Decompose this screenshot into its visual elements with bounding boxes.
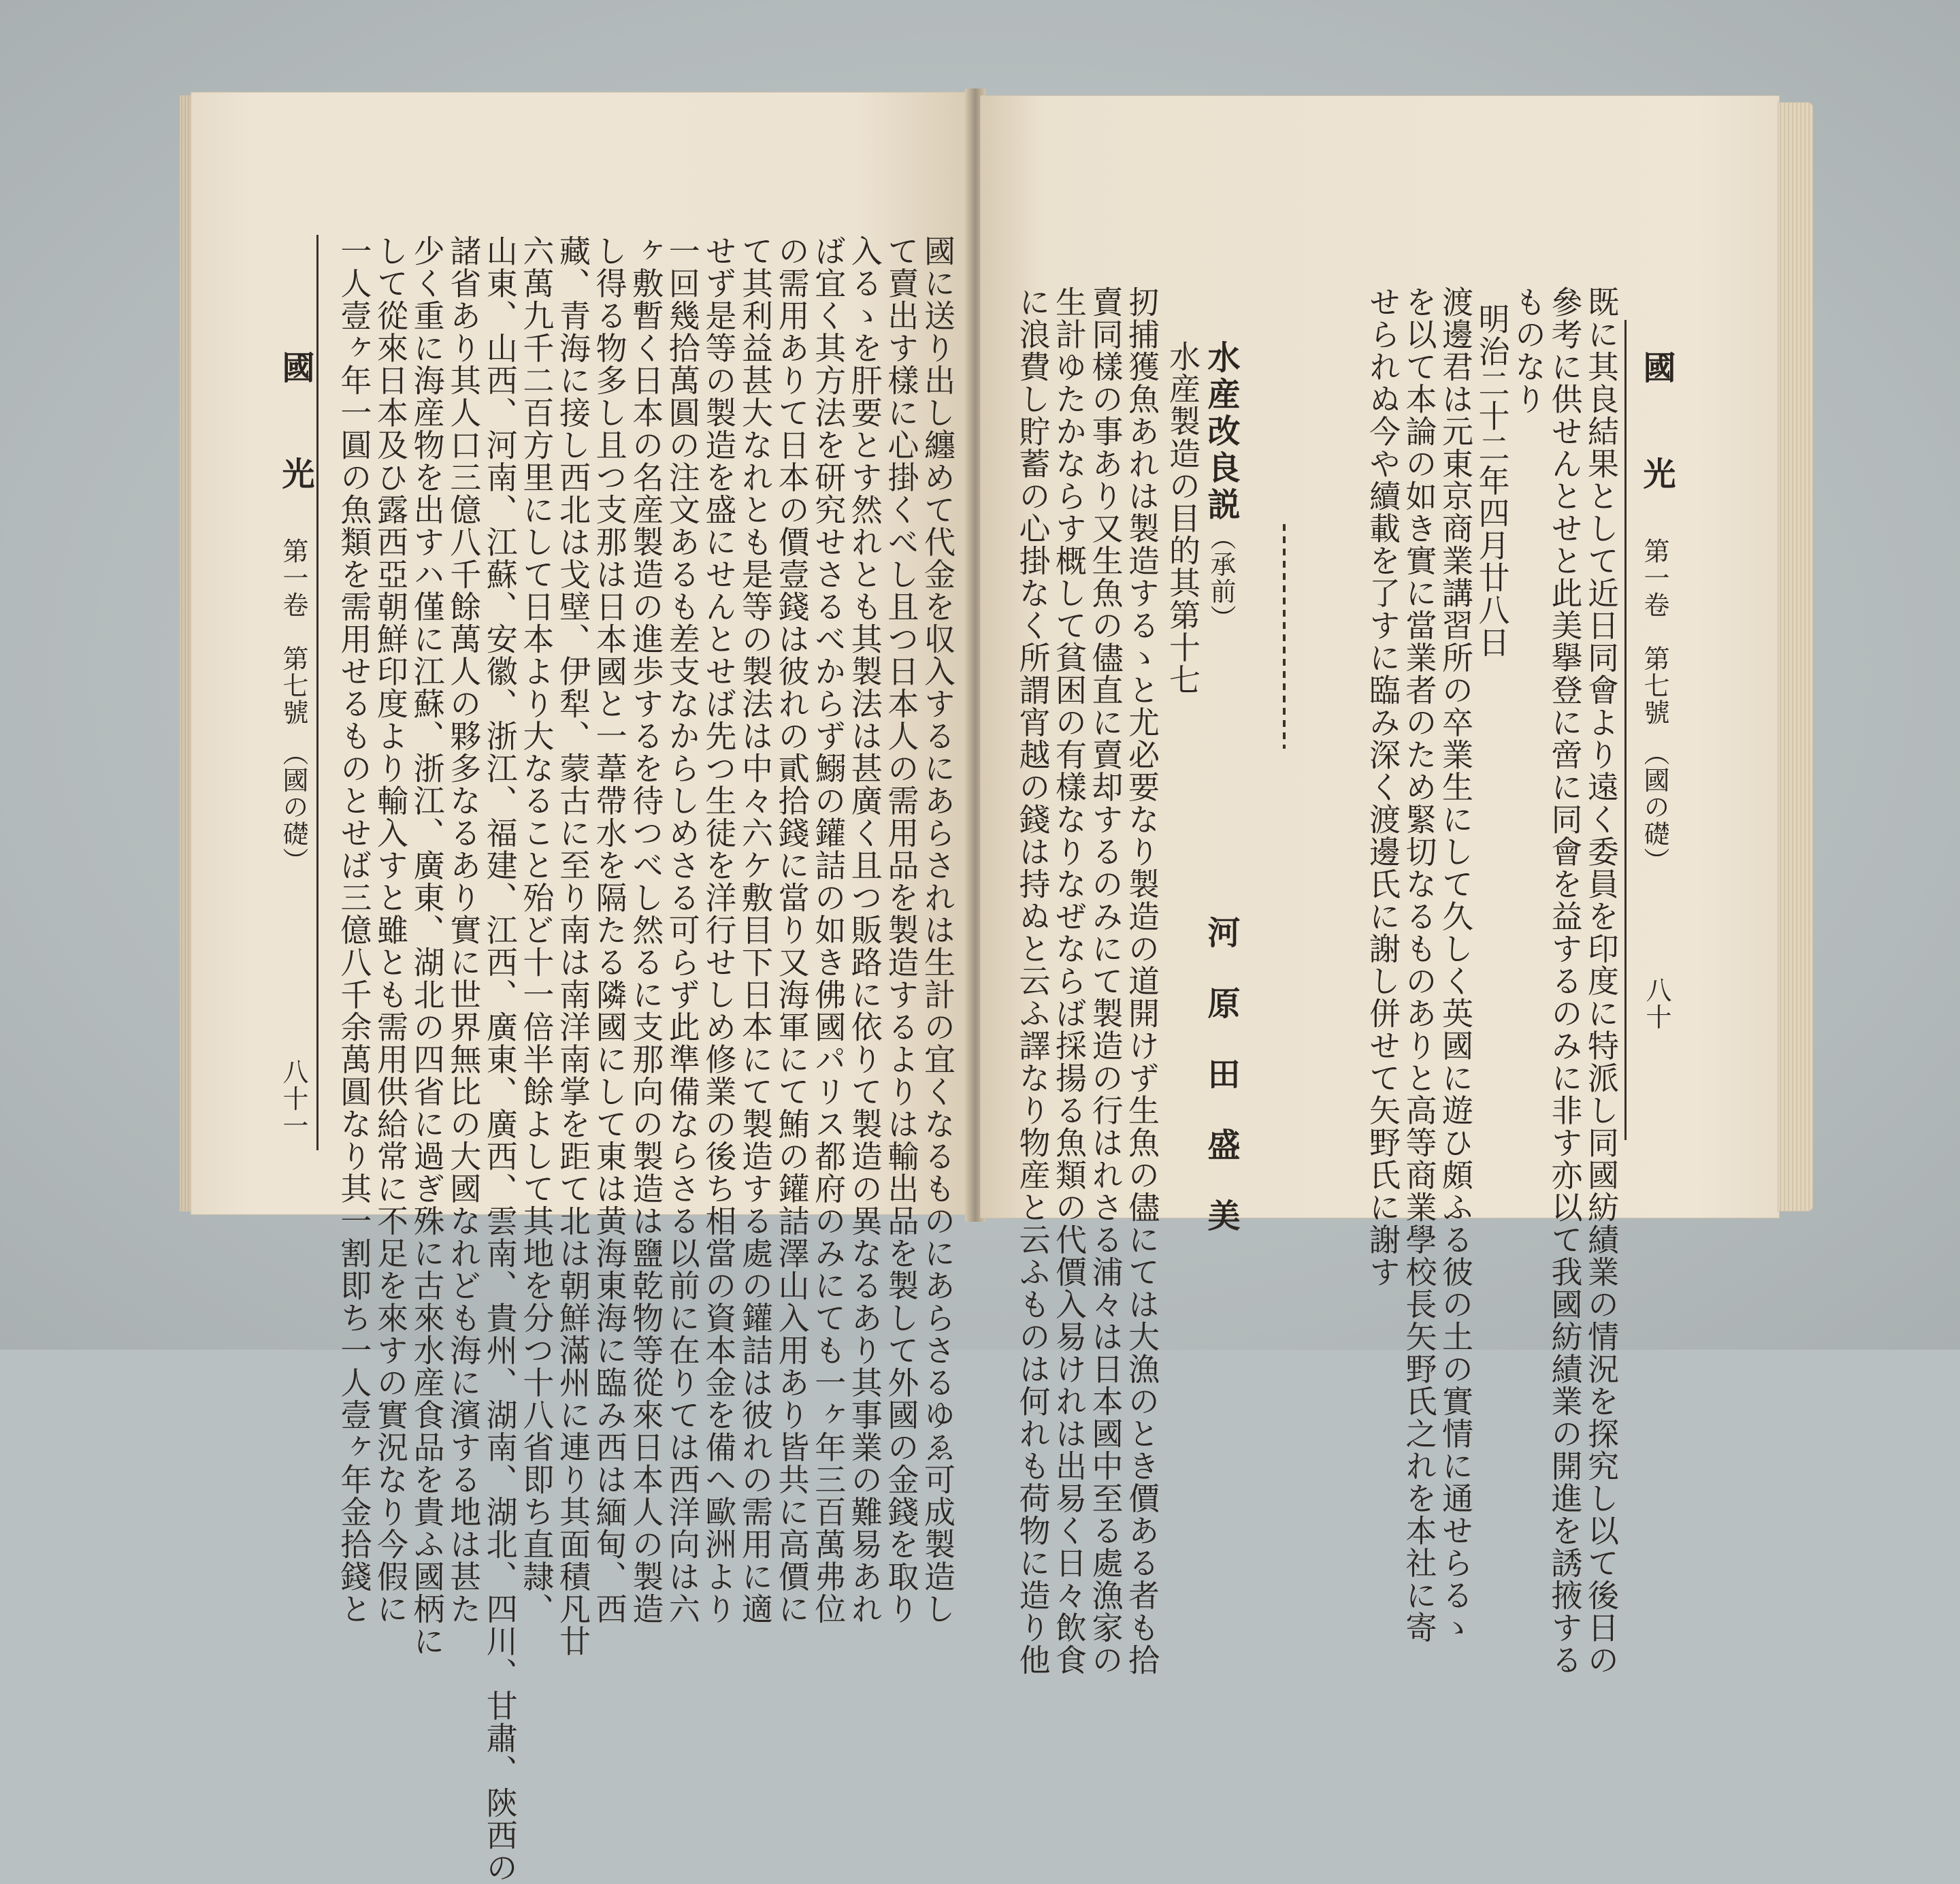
left-page-column-1: 國に送り出し纏めて代金を収入するにあらされは生計の宜くなるものにあらさるゆゑ可成製造し — [919, 235, 956, 1625]
right-page-article-column-1: 扨捕獲魚あれは製造するゝと尤必要なり製造の道開けず生魚の儘にては大漁のとき價ある者も拾 — [1124, 286, 1160, 1676]
left-page-volume-info: 第一卷 第七號 （國の礎） — [278, 538, 308, 875]
left-page-column-12: 六萬九千二百方里にして日本より大なること殆ど十一倍半餘よして其地を分つ十八省即ち直隷、 — [518, 235, 555, 1625]
left-page-column-11: 藏、青海に接し西北は戈壁、伊犁、蒙古に至り南は南洋南掌を距て北は朝鮮滿州に連り其面積凡廿 — [555, 235, 591, 1657]
left-page-column-16: して從來日本及ひ露西亞朝鮮印度より輸入すと雖とも需用供給常に不足を來すの實況なり今假に — [372, 235, 409, 1625]
right-page-closing-column-3: ものなり — [1510, 286, 1547, 415]
left-page-number: 八十一 — [278, 1058, 308, 1139]
section-divider — [1283, 524, 1286, 749]
right-page-closing-column-4: 明治二十二年四月廿八日 — [1473, 303, 1511, 659]
right-page-number: 八十 — [1642, 977, 1671, 1030]
left-page-header: 國 光 — [276, 351, 314, 492]
right-page-closing-column-2: 參考に供せんとせと此美擧登に啻に同會を益するのみに非す亦以て我國紡績業の開進を誘掖する — [1546, 286, 1584, 1676]
right-page-volume-info: 第一卷 第七號 （國の礎） — [1639, 538, 1669, 875]
right-page-article-column-4: に浪費し貯蓄の心掛なく所謂宵越の錢は持ぬと云ふ譯なり物産と云ふものは何れも荷物に造り他 — [1014, 286, 1051, 1676]
right-page-closing-column-1: 既に其良結果として近日同會より遠く委員を印度に特派し同國紡績業の情況を探究し以て後日の — [1583, 286, 1620, 1676]
article-title: 水産改良説 — [1202, 340, 1240, 524]
left-page-column-4: ば宜く其方法を研究せさるべからず鰯の鑵詰の如き佛國パリス都府のみにても一ヶ年三百萬弗位 — [810, 235, 847, 1625]
right-page-header-rule — [1624, 320, 1627, 1140]
left-page-column-8: 一回幾拾萬圓の注文あるも差支なからしめさる可らず此準備ならさる以前に在りては西洋向は六 — [664, 235, 701, 1625]
left-page-column-17: 一人壹ヶ年一圓の魚類を需用せるものとせば三億八千余萬圓なり其一割即ち一人壹ヶ年金拾錢と — [336, 235, 373, 1625]
article-continued-note: （承前） — [1206, 524, 1236, 632]
left-page-column-7: せず是等の製造を盛にせんとせば先つ生徒を洋行せしめ修業の後ち相當の資本金を備へ歐洲より — [700, 235, 738, 1625]
left-page-column-6: て其利益甚大なれとも是等の製法は中々六ケ敷目下日本にて製造する處の鑵詰は彼れの需用に適 — [737, 235, 774, 1625]
left-page-column-5: の需用ありて日本の價壹錢は彼れの貳拾錢に當り又海軍にて鮪の鑵詰澤山入用あり皆共に高價に — [773, 235, 811, 1625]
right-page-stack — [1778, 102, 1813, 1212]
right-page-article-column-2: 賣同樣の事あり又生魚の儘直に賣却するのみにて製造の行はれさる浦々は日本國中至る處漁家の — [1087, 286, 1124, 1676]
left-page-column-13: 山東、山西、河南、江蘇、安徽、浙江、福建、江西、廣東、廣西、雲南、貴州、湖南、湖北、四川、甘肅、陝西の — [481, 235, 519, 1884]
left-page-column-15: 少く重に海産物を出すハ僅に江蘇、浙江、廣東、湖北の四省に過ぎ殊に古來水産食品を貴ふ國柄に — [408, 235, 446, 1657]
left-page-column-14: 諸省あり其人口三億八千餘萬人の夥多なるあり實に世界無比の大國なれども海に濱する地は甚た — [445, 235, 483, 1625]
left-page-column-10: し得る物多し且つ支那は日本國と一葦帶水を隔たる隣國にして東は黄海東海に臨み西は緬甸、西 — [591, 235, 628, 1625]
right-page-closing-column-5: 渡邊君は元東京商業講習所の卒業生にして久しく英國に遊ひ頗ふる彼の土の實情に通せらるゝ — [1437, 286, 1474, 1644]
left-page-column-9: ヶ敷暫く日本の名産製造の進歩するを待つべし然るに支那向の製造は鹽乾物等從來日本人の製造 — [627, 235, 665, 1625]
section-title: 水産製造の目的其第十七 — [1164, 340, 1201, 696]
article-author: 河 原 田 盛 美 — [1202, 915, 1240, 1234]
right-page-closing-column-6: を以て本論の如き實に當業者のため緊切なるものありと高等商業學校長矢野氏之れを本社に寄 — [1401, 286, 1438, 1644]
right-page-article-column-3: 生計ゆたかならす概して貧困の有樣なりなぜならば採揚る魚類の代價入易けれは出易く日々飲食 — [1051, 286, 1088, 1676]
left-page-column-2: て賣出す樣に心掛くべし且つ日本人の需用品を製造するよりは輸出品を製して外國の金錢を取り — [883, 235, 920, 1625]
left-page-header-rule — [316, 235, 318, 1150]
right-page-closing-column-7: せられぬ今や續載を了すに臨み深く渡邊氏に謝し併せて矢野氏に謝す — [1365, 286, 1401, 1288]
left-page-column-3: 入るゝを肝要とす然れとも其製法は甚廣く且つ販路に依りて製造の異なるあり其事業の難易あれ — [846, 235, 883, 1625]
right-page-header: 國 光 — [1637, 351, 1676, 492]
